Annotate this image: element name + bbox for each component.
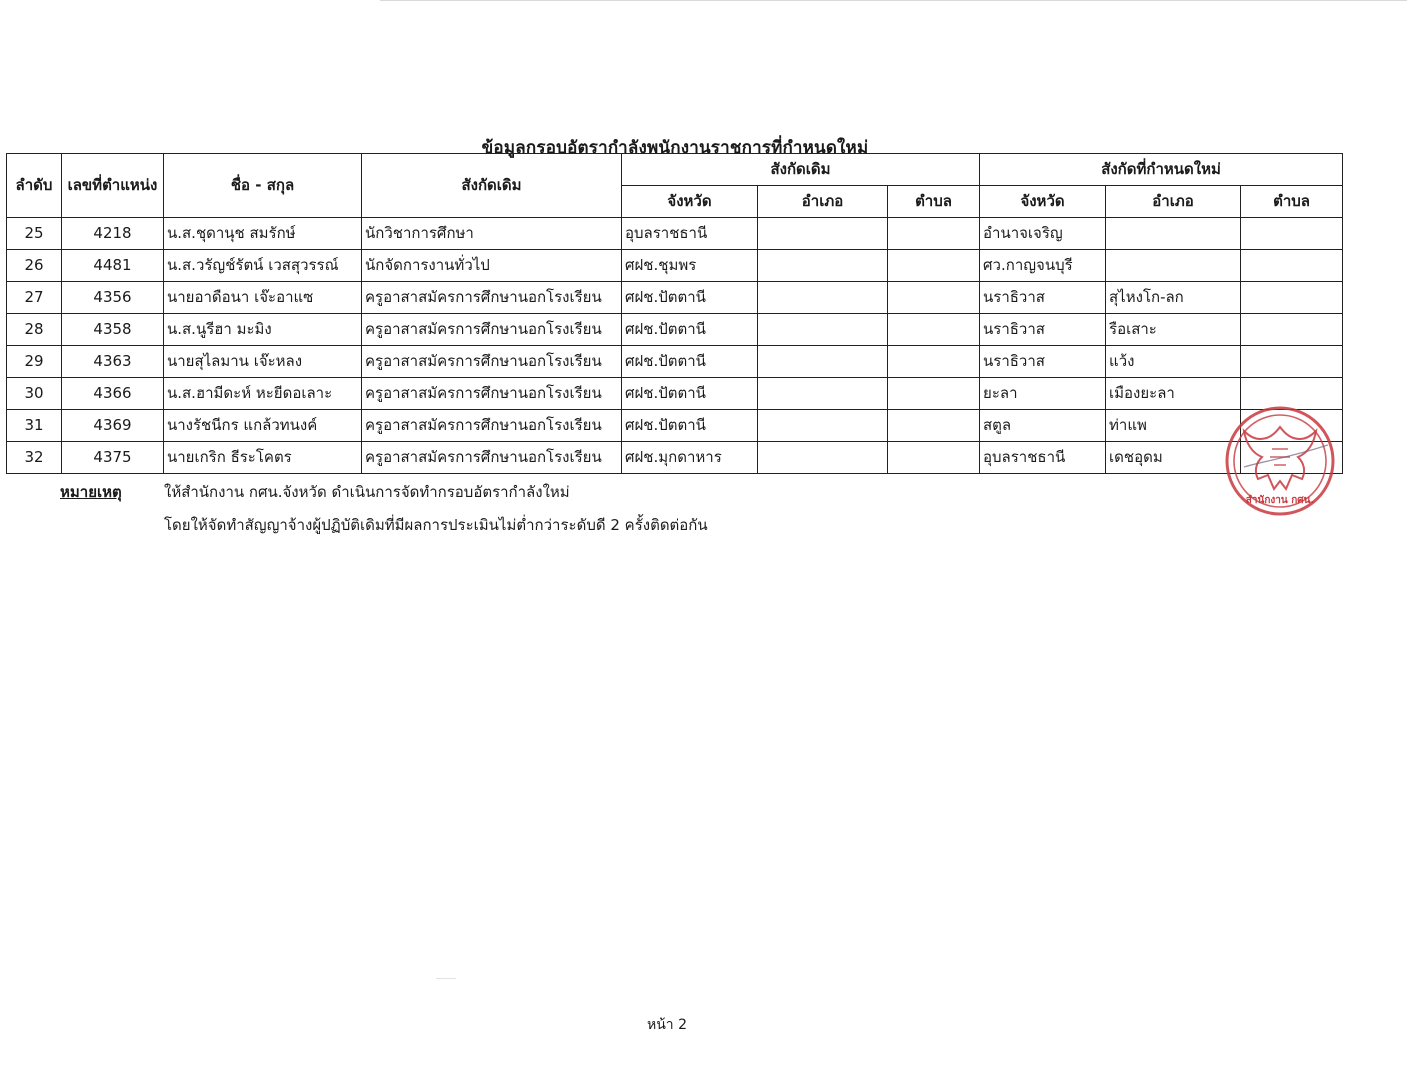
cell-name: นายอาดือนา เจ๊ะอาแซ bbox=[164, 282, 362, 314]
table-row bbox=[7, 442, 1343, 474]
cell-orig-subdistrict bbox=[888, 314, 980, 346]
cell-orig-district bbox=[758, 442, 888, 474]
cell-name: นางรัชนีกร แกล้วทนงค์ bbox=[164, 410, 362, 442]
cell-orig-subdistrict bbox=[888, 250, 980, 282]
cell-orig-subdistrict bbox=[888, 442, 980, 474]
header-group-new: สังกัดที่กำหนดใหม่ bbox=[980, 154, 1343, 186]
cell-new-subdistrict bbox=[1241, 346, 1343, 378]
official-seal-stamp bbox=[1224, 405, 1336, 517]
header-group-original: สังกัดเดิม bbox=[622, 154, 980, 186]
cell-position-no: 4363 bbox=[62, 346, 164, 378]
notes-line-1: ให้สำนักงาน กศน.จังหวัด ดำเนินการจัดทำกรอบอัตรากำลังใหม่ bbox=[164, 483, 570, 501]
cell-position-no: 4356 bbox=[62, 282, 164, 314]
cell-name: นายสุไลมาน เจ๊ะหลง bbox=[164, 346, 362, 378]
cell-no: 25 bbox=[7, 218, 62, 250]
header-orig-district: อำเภอ bbox=[758, 186, 888, 218]
cell-original-post: ครูอาสาสมัครการศึกษานอกโรงเรียน bbox=[362, 282, 622, 314]
cell-new-subdistrict bbox=[1241, 314, 1343, 346]
cell-original-post: นักจัดการงานทั่วไป bbox=[362, 250, 622, 282]
header-orig-province: จังหวัด bbox=[622, 186, 758, 218]
cell-new-province: นราธิวาส bbox=[980, 282, 1106, 314]
cell-orig-district bbox=[758, 346, 888, 378]
cell-orig-district bbox=[758, 218, 888, 250]
cell-original-post: นักวิชาการศึกษา bbox=[362, 218, 622, 250]
cell-orig-province: ศฝช.ปัตตานี bbox=[622, 378, 758, 410]
cell-name: น.ส.ฮามีดะห์ หะยีดอเลาะ bbox=[164, 378, 362, 410]
cell-position-no: 4366 bbox=[62, 378, 164, 410]
cell-original-post: ครูอาสาสมัครการศึกษานอกโรงเรียน bbox=[362, 314, 622, 346]
cell-name: น.ส.นูรีฮา มะมิง bbox=[164, 314, 362, 346]
cell-original-post: ครูอาสาสมัครการศึกษานอกโรงเรียน bbox=[362, 346, 622, 378]
cell-original-post: ครูอาสาสมัครการศึกษานอกโรงเรียน bbox=[362, 442, 622, 474]
document-title: ข้อมูลกรอบอัตรากำลังพนักงานราชการที่กำหนดใหม่ bbox=[481, 138, 869, 158]
allocation-table bbox=[6, 153, 1343, 474]
cell-position-no: 4358 bbox=[62, 314, 164, 346]
cell-new-subdistrict bbox=[1241, 282, 1343, 314]
cell-no: 31 bbox=[7, 410, 62, 442]
cell-orig-subdistrict bbox=[888, 346, 980, 378]
cell-orig-district bbox=[758, 410, 888, 442]
cell-new-subdistrict bbox=[1241, 218, 1343, 250]
cell-new-province: สตูล bbox=[980, 410, 1106, 442]
header-position-no: เลขที่ตำแหน่ง bbox=[62, 154, 164, 218]
cell-orig-subdistrict bbox=[888, 410, 980, 442]
cell-orig-district bbox=[758, 282, 888, 314]
cell-position-no: 4218 bbox=[62, 218, 164, 250]
cell-orig-subdistrict bbox=[888, 378, 980, 410]
cell-orig-district bbox=[758, 378, 888, 410]
notes-line-2: โดยให้จัดทำสัญญาจ้างผู้ปฏิบัติเดิมที่มีผลการประเมินไม่ต่ำกว่าระดับดี 2 ครั้งติดต่อกัน bbox=[164, 516, 708, 534]
cell-position-no: 4481 bbox=[62, 250, 164, 282]
table-row bbox=[7, 410, 1343, 442]
header-new-subdistrict: ตำบล bbox=[1241, 186, 1343, 218]
header-orig-subdistrict: ตำบล bbox=[888, 186, 980, 218]
cell-orig-district bbox=[758, 314, 888, 346]
cell-orig-province: ศฝช.ปัตตานี bbox=[622, 410, 758, 442]
cell-orig-subdistrict bbox=[888, 218, 980, 250]
cell-name: น.ส.ชุดานุช สมรักษ์ bbox=[164, 218, 362, 250]
cell-new-province: อุบลราชธานี bbox=[980, 442, 1106, 474]
table-row bbox=[7, 282, 1343, 314]
cell-new-province: นราธิวาส bbox=[980, 314, 1106, 346]
cell-new-district: เดชอุดม bbox=[1106, 442, 1241, 474]
top-scan-rule bbox=[380, 0, 1407, 1]
cell-orig-province: ศฝช.ปัตตานี bbox=[622, 282, 758, 314]
table-row bbox=[7, 314, 1343, 346]
cell-original-post: ครูอาสาสมัครการศึกษานอกโรงเรียน bbox=[362, 410, 622, 442]
scan-speck bbox=[436, 978, 456, 979]
table-row bbox=[7, 250, 1343, 282]
cell-new-district: สุไหงโก-ลก bbox=[1106, 282, 1241, 314]
table-row bbox=[7, 346, 1343, 378]
cell-no: 29 bbox=[7, 346, 62, 378]
cell-orig-province: ศฝช.มุกดาหาร bbox=[622, 442, 758, 474]
cell-new-district bbox=[1106, 250, 1241, 282]
cell-orig-district bbox=[758, 250, 888, 282]
cell-new-province: นราธิวาส bbox=[980, 346, 1106, 378]
cell-orig-province: ศฝช.ปัตตานี bbox=[622, 346, 758, 378]
cell-name: นายเกริก ธีระโคตร bbox=[164, 442, 362, 474]
notes-label: หมายเหตุ bbox=[60, 483, 122, 501]
cell-new-province: อำนาจเจริญ bbox=[980, 218, 1106, 250]
cell-no: 32 bbox=[7, 442, 62, 474]
page-number: หน้า 2 bbox=[646, 1017, 688, 1033]
cell-new-district: รือเสาะ bbox=[1106, 314, 1241, 346]
cell-name: น.ส.วรัญช์รัตน์ เวสสุวรรณ์ bbox=[164, 250, 362, 282]
table-row bbox=[7, 218, 1343, 250]
cell-orig-subdistrict bbox=[888, 282, 980, 314]
cell-new-district: ท่าแพ bbox=[1106, 410, 1241, 442]
cell-no: 30 bbox=[7, 378, 62, 410]
header-new-province: จังหวัด bbox=[980, 186, 1106, 218]
cell-no: 28 bbox=[7, 314, 62, 346]
header-no: ลำดับ bbox=[7, 154, 62, 218]
cell-position-no: 4369 bbox=[62, 410, 164, 442]
cell-orig-province: ศฝช.ชุมพร bbox=[622, 250, 758, 282]
cell-no: 27 bbox=[7, 282, 62, 314]
header-row-1 bbox=[7, 154, 1343, 186]
cell-orig-province: อุบลราชธานี bbox=[622, 218, 758, 250]
cell-position-no: 4375 bbox=[62, 442, 164, 474]
table-row bbox=[7, 378, 1343, 410]
cell-new-subdistrict bbox=[1241, 250, 1343, 282]
cell-original-post: ครูอาสาสมัครการศึกษานอกโรงเรียน bbox=[362, 378, 622, 410]
header-new-district: อำเภอ bbox=[1106, 186, 1241, 218]
cell-new-district bbox=[1106, 218, 1241, 250]
cell-new-province: ศว.กาญจนบุรี bbox=[980, 250, 1106, 282]
header-original-post: สังกัดเดิม bbox=[362, 154, 622, 218]
cell-orig-province: ศฝช.ปัตตานี bbox=[622, 314, 758, 346]
cell-new-province: ยะลา bbox=[980, 378, 1106, 410]
cell-new-district: เมืองยะลา bbox=[1106, 378, 1241, 410]
cell-no: 26 bbox=[7, 250, 62, 282]
cell-new-district: แว้ง bbox=[1106, 346, 1241, 378]
seal-text: สำนักงาน กศน. bbox=[1245, 495, 1315, 506]
header-name: ชื่อ - สกุล bbox=[164, 154, 362, 218]
